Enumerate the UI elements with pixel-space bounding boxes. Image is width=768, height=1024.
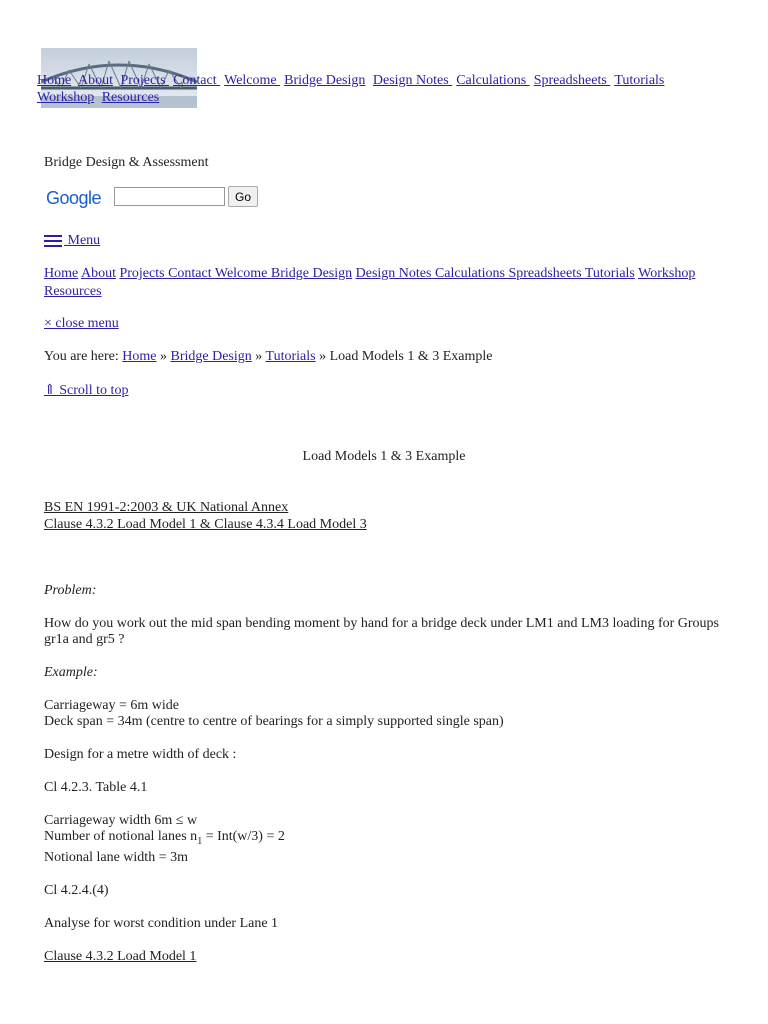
search-go-button[interactable]: Go [228, 186, 258, 207]
main-nav-welcome[interactable]: Welcome [214, 266, 271, 281]
top-nav-calculations[interactable]: Calculations [456, 73, 530, 88]
breadcrumb-prefix: You are here: [44, 349, 123, 364]
main-nav-resources[interactable]: Resources [44, 284, 102, 299]
breadcrumb [44, 349, 493, 365]
main-nav-tutorials[interactable]: Tutorials [584, 266, 635, 281]
example-label: Example: [44, 665, 98, 680]
hamburger-icon [44, 232, 62, 250]
top-nav-contact[interactable]: Contact [173, 73, 221, 88]
main-nav-bridge-design[interactable]: Bridge Design [270, 266, 353, 281]
carriageway-text: Carriageway = 6m wide [44, 698, 180, 713]
main-nav-projects[interactable]: Projects [119, 266, 169, 281]
clause-reference-line: Clause 4.3.2 Load Model 1 & Clause 4.3.4 Load Model 3 [44, 517, 367, 532]
main-nav-about[interactable]: About [80, 266, 116, 281]
menu-toggle-link[interactable] [44, 232, 100, 250]
menu-label: Menu [64, 233, 101, 249]
breadcrumb-current: Load Models 1 & 3 Example [329, 349, 493, 364]
page-title: Load Models 1 & 3 Example [302, 449, 466, 464]
breadcrumb-bridge-design[interactable]: Bridge Design [170, 349, 252, 364]
breadcrumb-separator: » [315, 349, 330, 364]
breadcrumb-separator: » [156, 349, 171, 364]
problem-label: Problem: [44, 583, 97, 598]
deck-span-text: Deck span = 34m (centre to centre of bearings for a simply supported single span) [44, 714, 504, 729]
top-nav-spreadsheets[interactable]: Spreadsheets [533, 73, 611, 88]
main-nav-home[interactable]: Home [44, 266, 79, 281]
top-nav-tutorials[interactable]: Tutorials [614, 73, 665, 88]
problem-text: How do you work out the mid span bending moment by hand for a bridge deck under LM1 and LM3 loading for Groups gr1a and gr5 ? [44, 616, 719, 647]
header-banner [37, 48, 737, 110]
standard-reference [44, 499, 367, 533]
main-nav-design-notes[interactable]: Design Notes [355, 266, 435, 281]
breadcrumb-separator: » [251, 349, 266, 364]
clause-424-text: Cl 4.2.4.(4) [44, 882, 109, 898]
clause-lm1-heading: Clause 4.3.2 Load Model 1 [44, 948, 197, 964]
analyse-text: Analyse for worst condition under Lane 1 [44, 915, 279, 931]
search-input[interactable] [114, 187, 225, 206]
notional-lanes-text: Number of notional lanes $n_1 = Int(w/3) = 2$ [44, 829, 285, 847]
close-menu-link[interactable]: × close menu [44, 316, 119, 331]
main-nav-workshop[interactable]: Workshop [638, 266, 696, 281]
top-nav-bridge-design[interactable]: Bridge Design [284, 73, 366, 88]
main-nav-contact[interactable]: Contact [168, 266, 215, 281]
article-body [44, 583, 734, 982]
google-logo: Google [46, 188, 102, 208]
scroll-to-top-link[interactable]: ⇑ Scroll to top [44, 383, 129, 398]
top-nav-resources[interactable]: Resources [101, 90, 160, 105]
top-nav-about[interactable]: About [77, 73, 113, 88]
top-nav [37, 72, 727, 106]
clause-423-text: Cl 4.2.3. Table 4.1 [44, 780, 148, 795]
top-nav-welcome[interactable]: Welcome [224, 73, 281, 88]
main-nav-calculations[interactable]: Calculations [434, 266, 509, 281]
top-nav-design-notes[interactable]: Design Notes [372, 73, 453, 88]
breadcrumb-home[interactable]: Home [122, 349, 157, 364]
standard-reference-line: BS EN 1991-2:2003 & UK National Annex [44, 500, 289, 515]
design-width-text: Design for a metre width of deck : [44, 747, 237, 762]
main-nav-spreadsheets[interactable]: Spreadsheets [508, 266, 585, 281]
top-nav-home[interactable]: Home [37, 73, 72, 88]
top-nav-workshop[interactable]: Workshop [37, 90, 95, 105]
breadcrumb-tutorials[interactable]: Tutorials [265, 349, 316, 364]
top-nav-projects[interactable]: Projects [120, 73, 170, 88]
main-nav [44, 265, 734, 301]
lane-width-text: Notional lane width = 3m [44, 849, 188, 865]
carriageway-width-text: Carriageway width 6m ≤ w [44, 813, 198, 828]
site-title: Bridge Design & Assessment [44, 155, 209, 170]
